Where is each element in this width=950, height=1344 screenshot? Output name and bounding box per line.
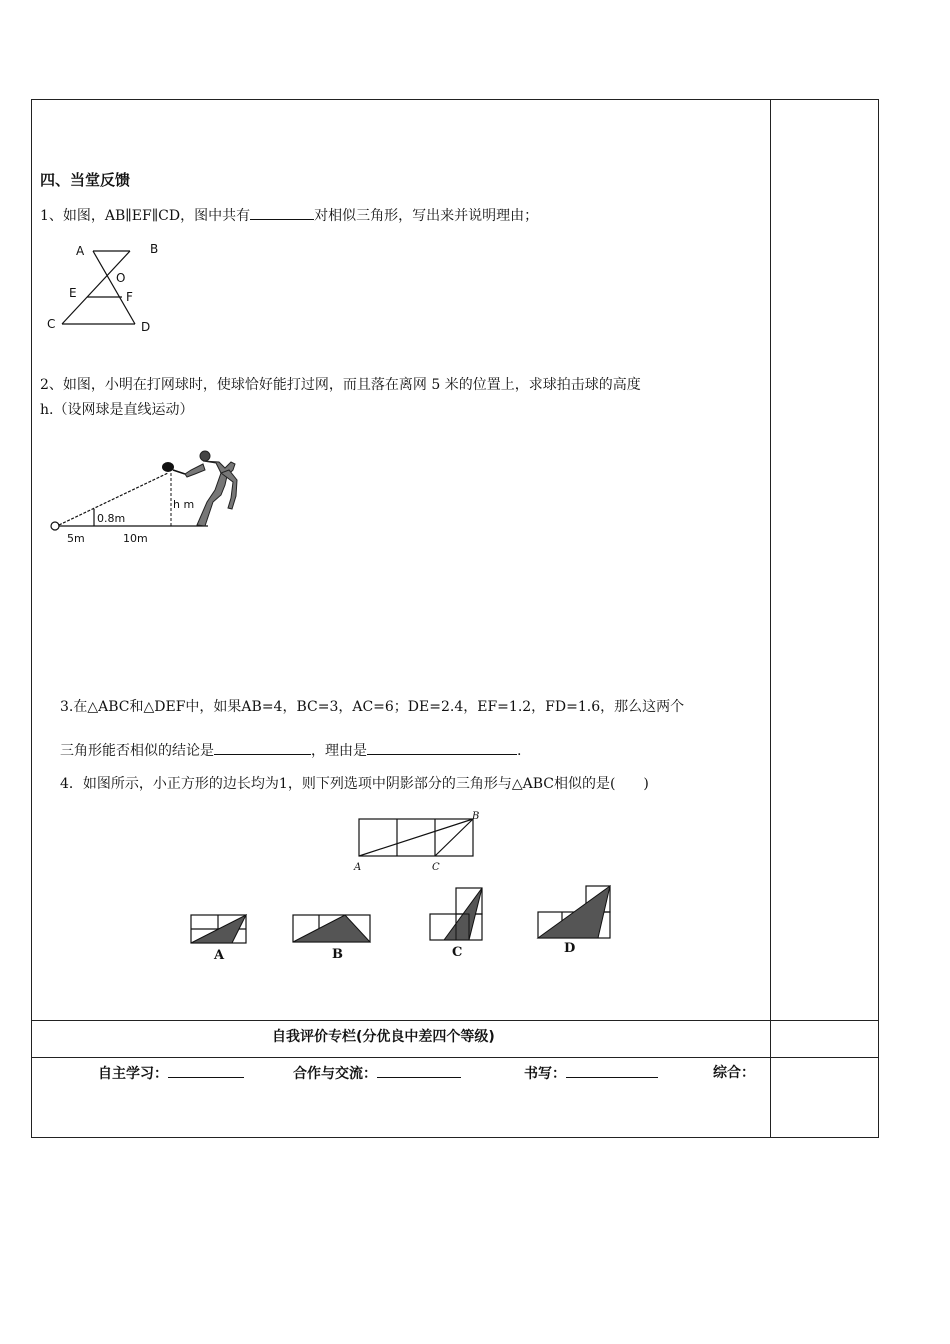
self-study-blank[interactable]: [168, 1063, 244, 1078]
question-3-text-a: 三角形能否相似的结论是: [60, 743, 214, 759]
writing-label: 书写：: [524, 1066, 566, 1082]
question-2-figure: [45, 440, 245, 550]
main-label-C: C: [432, 862, 440, 873]
question-2-line-1: 2、如图，小明在打网球时，使球恰好能打过网，而且落在离网 5 米的位置上，求球拍击球的高度: [40, 377, 641, 393]
question-1: [40, 205, 538, 226]
main-label-A: A: [354, 862, 362, 873]
option-B-label: B: [332, 947, 343, 962]
question-1-blank[interactable]: [250, 205, 314, 220]
option-C-label: C: [452, 945, 463, 960]
figure-label-B: B: [150, 242, 159, 256]
evaluation-writing: [524, 1063, 658, 1084]
option-D-label: D: [564, 941, 576, 956]
figure-label-D: D: [141, 320, 151, 334]
question-4-text: 4．如图所示，小正方形的边长均为1，则下列选项中阴影部分的三角形与△ABC相似的是( ): [60, 776, 649, 792]
figure-label-F: F: [126, 290, 133, 304]
question-1-text: 1、如图，AB∥EF∥CD，图中共有: [40, 208, 251, 224]
figure-label-A: A: [76, 244, 85, 258]
figure-label-O: O: [116, 271, 126, 285]
question-1-text-end: 对相似三角形，写出来并说明理由；: [314, 208, 539, 224]
table-column-divider: [770, 99, 771, 1138]
cooperation-label: 合作与交流：: [293, 1066, 377, 1082]
evaluation-self-study: [98, 1063, 244, 1084]
hit-height-label: h m: [173, 498, 195, 511]
main-label-B: B: [472, 811, 480, 822]
question-3-text-b: ，理由是: [311, 743, 367, 759]
self-study-label: 自主学习：: [98, 1066, 168, 1082]
distance-10m-label: 10m: [123, 532, 148, 545]
question-3-line-2: [60, 740, 521, 761]
table-row-divider-1: [31, 1020, 879, 1021]
option-D-figure[interactable]: [536, 884, 616, 960]
question-3-blank-reason[interactable]: [367, 740, 517, 755]
figure-label-C: C: [47, 317, 56, 331]
evaluation-title: 自我评价专栏(分优良中差四个等级): [272, 1029, 495, 1045]
distance-5m-label: 5m: [67, 532, 85, 545]
option-A-label: A: [214, 948, 225, 963]
option-A-figure[interactable]: [190, 912, 250, 962]
figure-label-E: E: [69, 286, 77, 300]
writing-blank[interactable]: [566, 1063, 658, 1078]
option-B-figure[interactable]: [292, 912, 374, 962]
evaluation-overall: 综合：: [713, 1065, 755, 1081]
question-3-blank-conclusion[interactable]: [214, 740, 311, 755]
question-3-line-1: 3.在△ABC和△DEF中，如果AB=4，BC=3，AC=6；DE=2.4，EF=1.2，FD=1.6，那么这两个: [60, 699, 685, 715]
question-2-line-2: h.（设网球是直线运动）: [40, 402, 194, 418]
section-title: 四、当堂反馈: [40, 171, 131, 189]
net-height-label: 0.8m: [97, 512, 126, 525]
question-3-text-c: .: [517, 743, 522, 759]
question-4-main-figure: [350, 808, 490, 878]
cooperation-blank[interactable]: [377, 1063, 461, 1078]
question-1-figure: [40, 238, 170, 338]
table-row-divider-2: [31, 1057, 879, 1058]
evaluation-cooperation: [293, 1063, 461, 1084]
player-icon: [185, 451, 237, 526]
option-C-figure[interactable]: [428, 886, 488, 962]
